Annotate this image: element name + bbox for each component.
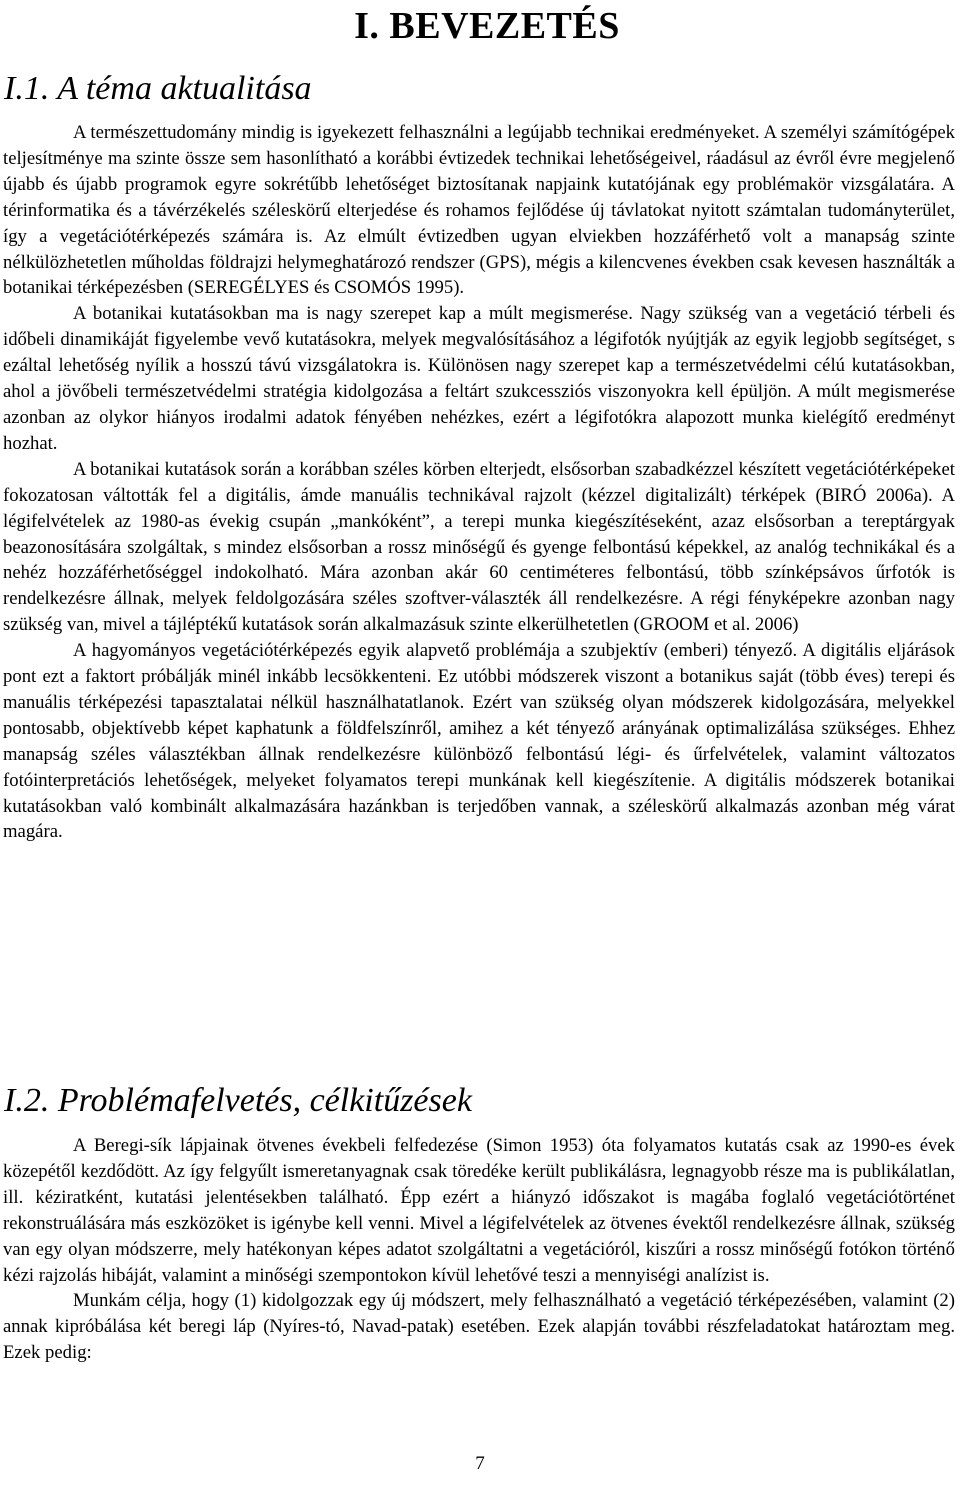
page-number: 7	[475, 1453, 485, 1474]
section-title: I.1. A téma aktualitása	[4, 70, 312, 107]
paragraph: Munkám célja, hogy (1) kidolgozzak egy új módszert, mely felhasználható a vegetáció térképezésében, valamint (2) annak kipróbálása két beregi láp (Nyíres-tó, Navad-patak) esetében. Ezek alapján további részfeladatokat határoztam meg. Ezek pedig:	[3, 1290, 955, 1364]
paragraph: A botanikai kutatások során a korábban széles körben elterjedt, elsősorban szabadkézzel készített vegetációtérképeket fokozatosan váltották fel a digitális, ámde manuális technikával rajzolt (kézzel digitalizált) térképek (BIRÓ 2006a). A légifelvételek az 1980-as évekig csupán „mankóként”, a terepi munka kiegészítéseként, azaz elsősorban a tereptárgyak beazonosítására szolgáltak, s mindez elsősorban a rossz minőségű és gyenge felbontású képekkel, az analóg technikákal és a nehéz hozzáférhetőséggel indokolható. Mára azonban akár 60 centiméteres felbontású, több színképsávos űrfotók is rendelkezésre állnak, melyek feldolgozására széles szoftver-választék áll rendelkezésre. A régi fényképekre azonban nagy szükség van, mivel a tájléptékű kutatások során alkalmazásuk szinte elkerülhetetlen (GROOM et al. 2006)	[3, 458, 955, 636]
section-body	[3, 120, 955, 845]
paragraph: A Beregi-sík lápjainak ötvenes évekbeli felfedezése (Simon 1953) óta folyamatos kutatás csak az 1990-es évek közepétől kezdődött. Az így felgyűlt ismeretanyagnak csak töredéke került publikálásra, legnagyobb része ma is publikálatlan, ill. kéziratként, kutatási jelentésekben található. Épp ezért a hiányzó időszakot is magába foglaló vegetációtörténet rekonstruálására más eszközöket is igénybe kell venni. Mivel a légifelvételek az ötvenes évektől rendelkezésre állnak, szükség van egy olyan módszerre, mely hatékonyan képes adatot szolgáltatni a vegetációról, kiszűri a rossz minőségű fotókon történő kézi rajzolás hibáját, valamint a minőségi szempontokon kívül lehetővé teszi a mennyiségi analízist is.	[3, 1135, 955, 1286]
paragraph: A hagyományos vegetációtérképezés egyik alapvető problémája a szubjektív (emberi) tényező. A digitális eljárások pont ezt a faktort próbálják minél inkább lecsökkenteni. Ez utóbbi módszerek viszont a botanikus saját (több éves) terepi és manuális térképezési tapasztalatai nélkül használhatatlanok. Ezért van szükség olyan módszerek kidolgozására, melyekkel pontosabb, objektívebb képet kaphatunk a földfelszínről, amihez a két tényező arányának optimalizálása szükséges. Ehhez manapság széles választékban állnak rendelkezésre különböző felbontású légi- és űrfelvételek, valamint változatos fotóinterpretációs lehetőségek, melyeket folyamatos terepi munkának kell kiegészítenie. A digitális módszerek botanikai kutatásokban való kombinált alkalmazására hazánkban is terjedőben vannak, a széleskörű alkalmazás azonban még várat magára.	[3, 640, 955, 843]
section-title: I.2. Problémafelvetés, célkitűzések	[4, 1082, 472, 1119]
paragraph: A botanikai kutatásokban ma is nagy szerepet kap a múlt megismerése. Nagy szükség van a vegetáció térbeli és időbeli dinamikáját figyelembe vevő kutatásokra, melyek megvalósításához a légifotók nyújtják az egyik legjobb segítséget, s ezáltal lehetőség nyílik a hosszú távú vizsgálatokra is. Különösen nagy szerepet kap a természetvédelmi célú kutatásokban, ahol a jövőbeli természetvédelmi stratégia kidolgozása a feltárt szukcessziós viszonyokra kell épüljön. A múlt megismerése azonban az olykor hiányos irodalmi adatok fényében nehézkes, ezért a légifotókra alapozott munka kielégítő eredményt hozhat.	[3, 303, 955, 454]
paragraph: A természettudomány mindig is igyekezett felhasználni a legújabb technikai eredményeket. A személyi számítógépek teljesítménye ma szinte össze sem hasonlítható a korábbi évtizedek technikai lehetőségeivel, ráadásul az évről évre megjelenő újabb és újabb programok egyre sokrétűbb lehetőséget biztosítanak napjaink kutatójának egy problémakör vizsgálatára. A térinformatika és a távérzékelés széleskörű elterjedése és rohamos fejlődése új távlatokat nyitott számtalan tudományterület, így a vegetációtérképezés számára is. Az elmúlt évtizedben ugyan elviekben hozzáférhető volt a manapság szinte nélkülözhetetlen műholdas földrajzi helymeghatározó rendszer (GPS), mégis a kilencvenes években csak kevesen használták a botanikai térképezésben (SEREGÉLYES és CSOMÓS 1995).	[3, 122, 955, 299]
section-body	[3, 1133, 955, 1366]
chapter-title: I. BEVEZETÉS	[354, 5, 620, 47]
